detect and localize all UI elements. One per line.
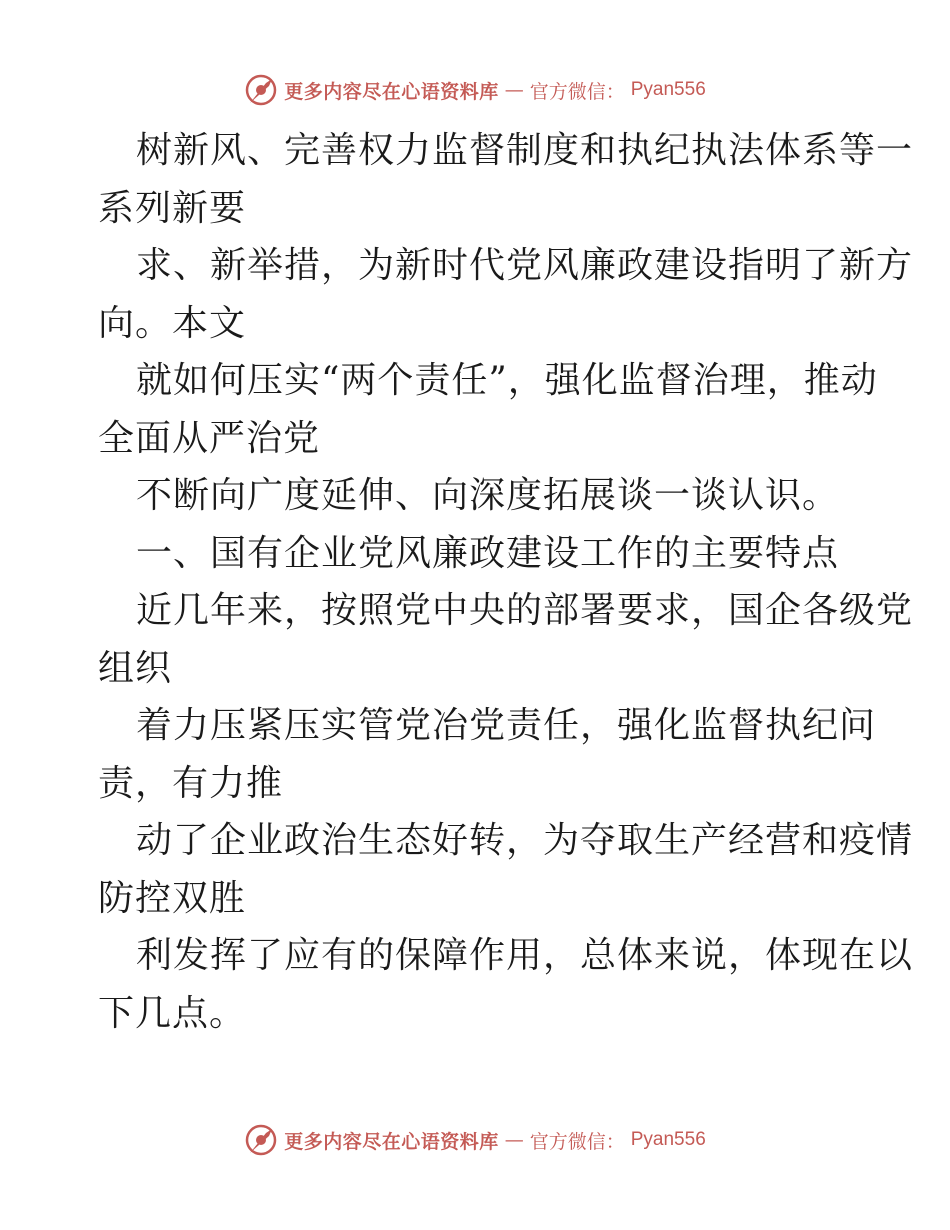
- footer-watermark: [0, 1118, 950, 1162]
- text-line: 就如何压实“两个责任”，强化监督治理，推动: [136, 360, 878, 401]
- text-line: 树新风、完善权力监督制度和执纪执法体系等一: [136, 130, 914, 171]
- text-line: 责，有力推: [98, 762, 284, 804]
- text-line: 组织: [98, 647, 173, 689]
- text-line: 不断向广度延伸、向深度拓展谈一谈认识。: [136, 475, 840, 516]
- watermark-text: 更多内容尽在心语资料库: [284, 1130, 499, 1153]
- text-line: 利发挥了应有的保障作用，总体来说，体现在以: [136, 935, 914, 976]
- watermark-wechat-label: 官方微信：: [529, 1130, 625, 1153]
- text-line: 下几点。: [98, 992, 247, 1034]
- text-line: 向。本文: [98, 302, 247, 344]
- section-heading: 一、国有企业党风廉政建设工作的主要特点: [136, 532, 840, 574]
- document-body: [98, 122, 914, 1042]
- text-line: 近几年来，按照党中央的部署要求，国企各级党: [136, 590, 914, 631]
- text-line: 求、新举措，为新时代党风廉政建设指明了新方: [136, 245, 914, 286]
- watermark-wechat-id: Pyan556: [630, 1129, 706, 1150]
- header-watermark: [0, 68, 950, 112]
- text-line: 系列新要: [98, 187, 247, 229]
- watermark-wechat-id: Pyan556: [630, 79, 706, 100]
- text-line: 全面从严治党: [98, 417, 321, 459]
- text-line: 动了企业政治生态好转，为夺取生产经营和疫情: [136, 820, 914, 861]
- watermark-wechat-label: 官方微信：: [529, 80, 625, 103]
- text-line: 着力压紧压实管党冶党责任，强化监督执纪问: [136, 705, 877, 746]
- watermark-dash: —: [504, 1129, 524, 1151]
- text-line: 防控双胜: [98, 877, 247, 919]
- watermark-dash: —: [504, 79, 524, 101]
- watermark-text: 更多内容尽在心语资料库: [284, 80, 499, 103]
- quill-logo-icon: [244, 73, 278, 107]
- quill-logo-icon: [244, 1123, 278, 1157]
